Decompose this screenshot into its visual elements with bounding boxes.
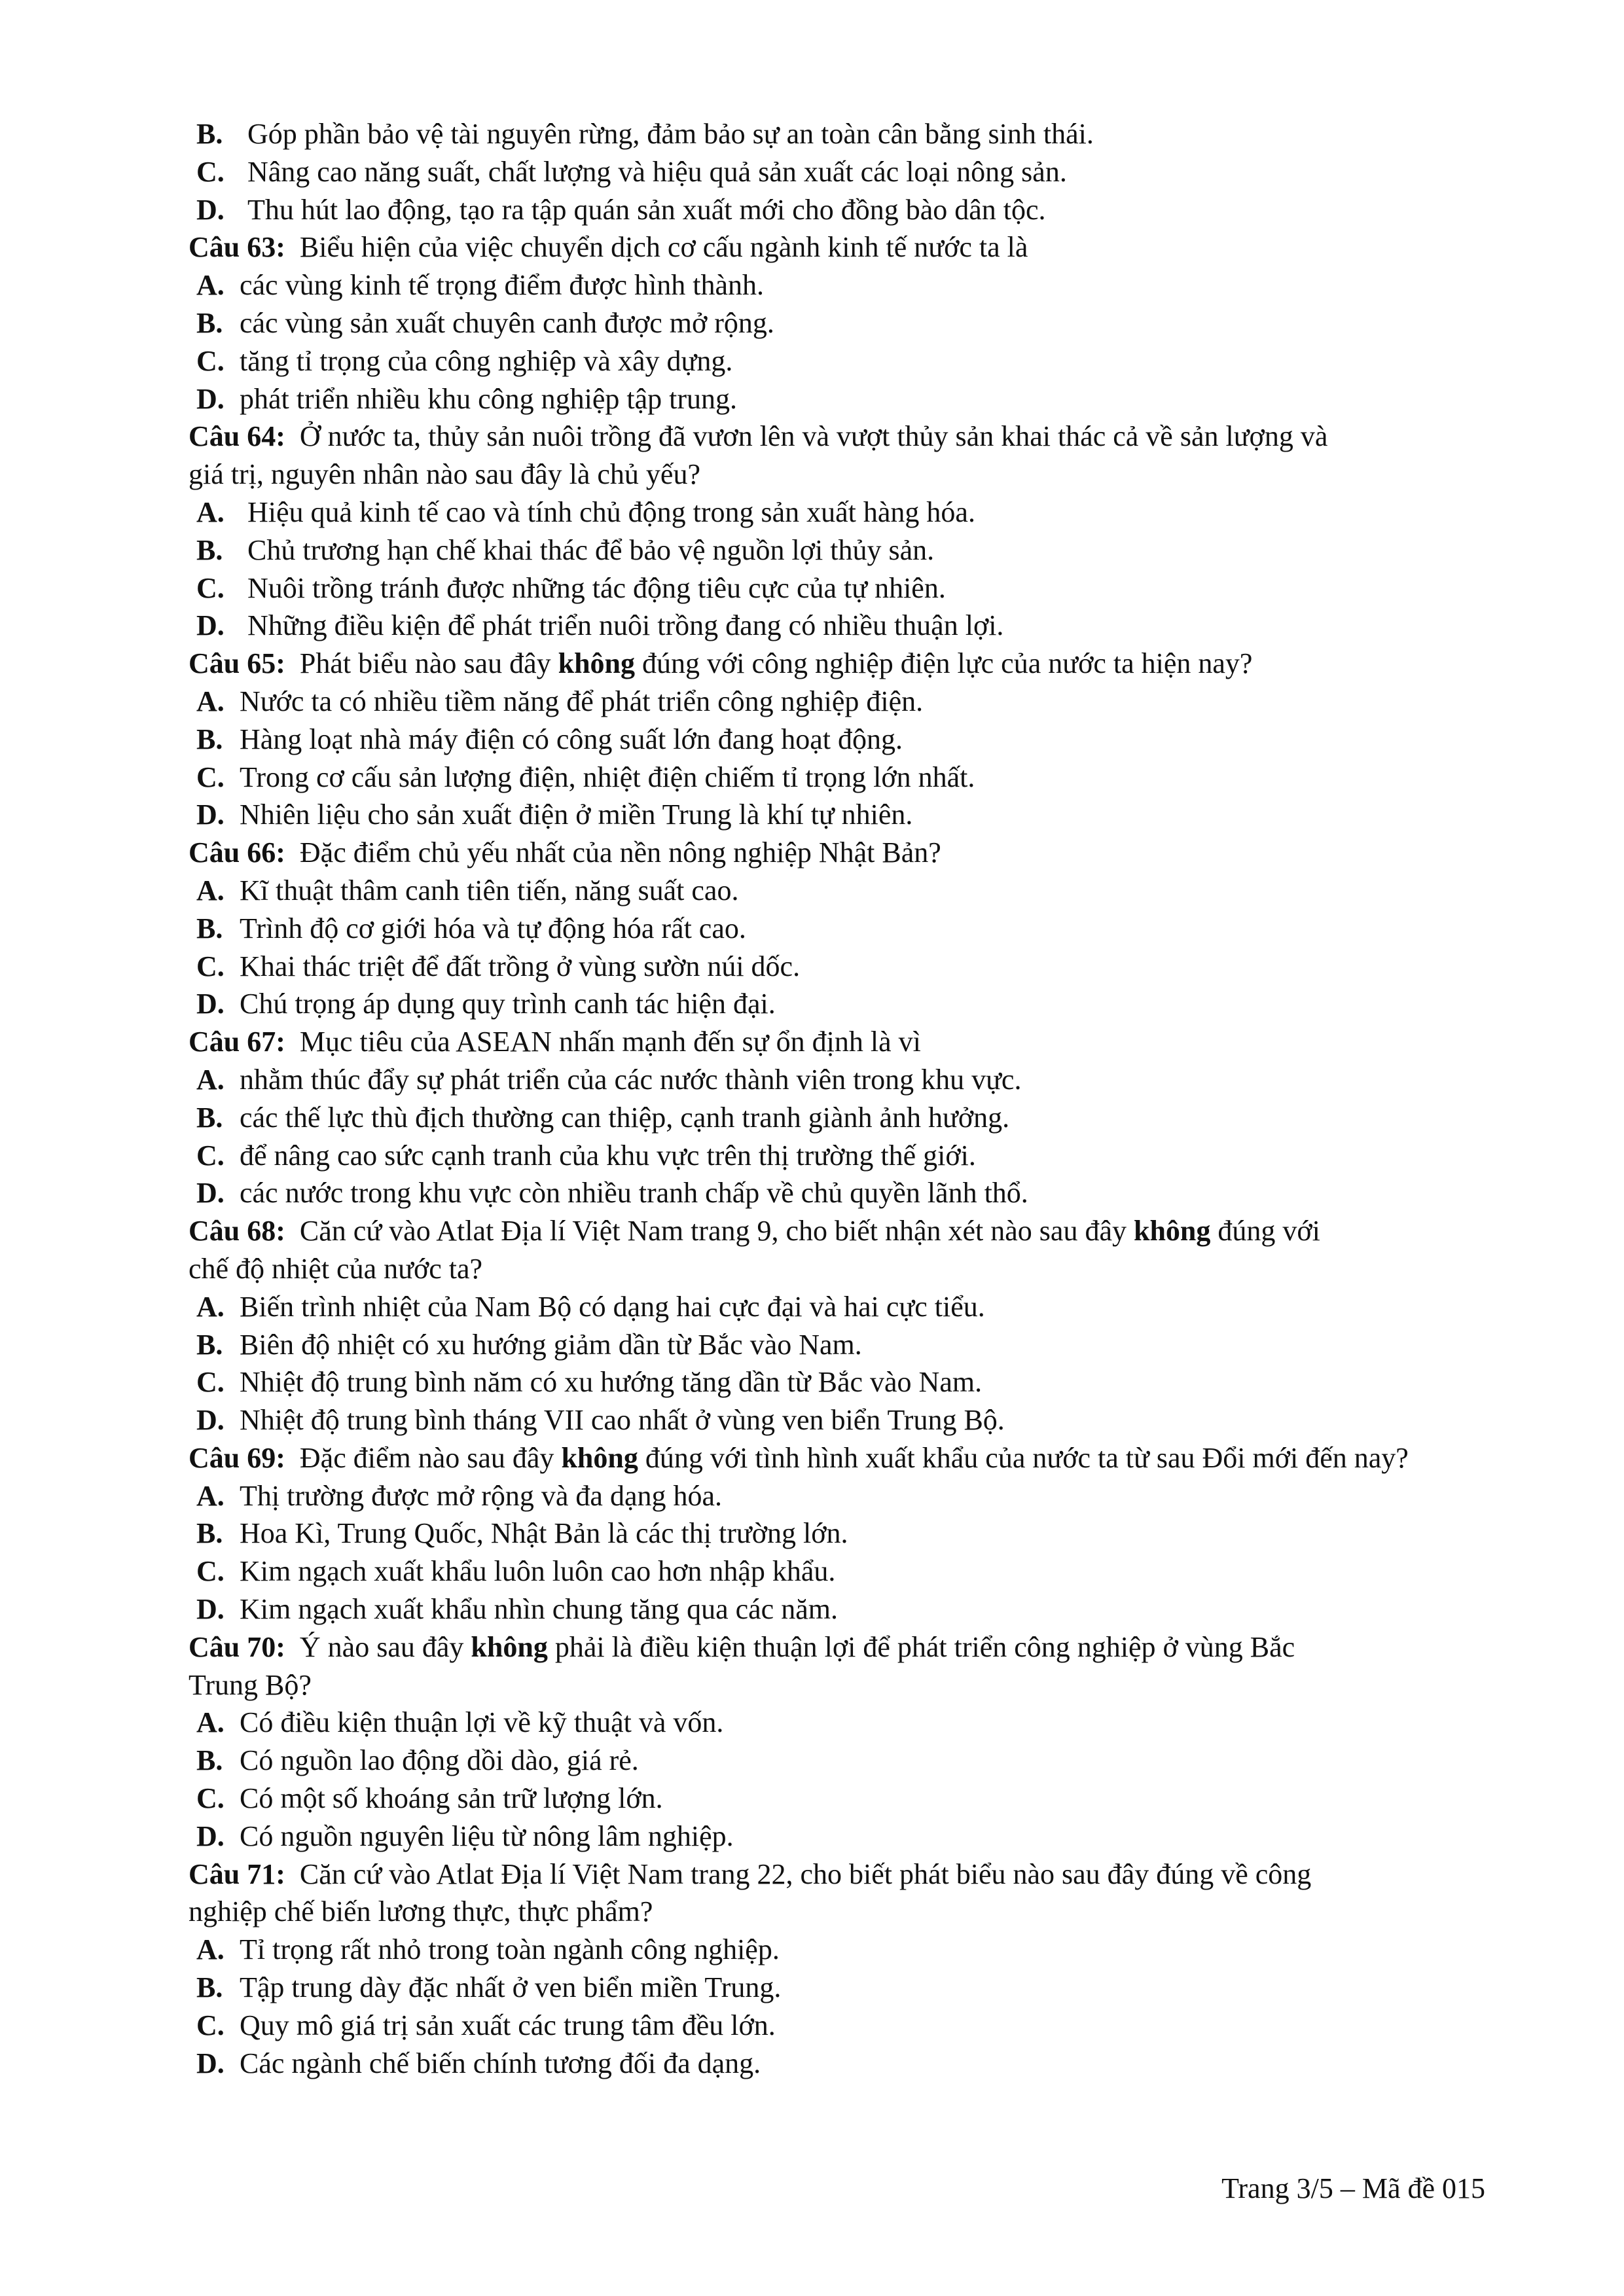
option-b: B. Chủ trương hạn chế khai thác để bảo vệ nguồn lợi thủy sản. bbox=[196, 533, 935, 566]
question-70: Câu 70: Ý nào sau đây không phải là điều kiện thuận lợi để phát triển công nghiệp ở vùng Bắc bbox=[189, 1630, 1295, 1663]
question-71: Câu 71: Căn cứ vào Atlat Địa lí Việt Nam trang 22, cho biết phát biểu nào sau đây đúng về công bbox=[189, 1857, 1312, 1890]
question-67: Câu 67: Mục tiêu của ASEAN nhấn mạnh đến sự ổn định là vì bbox=[189, 1026, 921, 1058]
option-c: C. để nâng cao sức cạnh tranh của khu vực trên thị trường thế giới. bbox=[196, 1139, 976, 1172]
option-c: C. Có một số khoáng sản trữ lượng lớn. bbox=[196, 1782, 663, 1815]
question-64: Câu 64: Ở nước ta, thủy sản nuôi trồng đã vươn lên và vượt thủy sản khai thác cả về sản lượng và bbox=[189, 420, 1328, 453]
option-b: B. Hàng loạt nhà máy điện có công suất lớn đang hoạt động. bbox=[196, 723, 903, 755]
option-b: B. Góp phần bảo vệ tài nguyên rừng, đảm bảo sự an toàn cân bằng sinh thái. bbox=[196, 118, 1094, 150]
option-a: A. Có điều kiện thuận lợi về kỹ thuật và vốn. bbox=[196, 1706, 724, 1739]
question-68: Câu 68: Căn cứ vào Atlat Địa lí Việt Nam trang 9, cho biết nhận xét nào sau đây không đúng với bbox=[189, 1215, 1320, 1247]
option-a: A. Biến trình nhiệt của Nam Bộ có dạng hai cực đại và hai cực tiểu. bbox=[196, 1290, 985, 1323]
option-d: D. Nhiên liệu cho sản xuất điện ở miền Trung là khí tự nhiên. bbox=[196, 798, 913, 831]
question-65: Câu 65: Phát biểu nào sau đây không đúng với công nghiệp điện lực của nước ta hiện nay? bbox=[189, 647, 1253, 680]
option-b: B. Hoa Kì, Trung Quốc, Nhật Bản là các thị trường lớn. bbox=[196, 1517, 848, 1550]
option-d: D. Những điều kiện để phát triển nuôi trồng đang có nhiều thuận lợi. bbox=[196, 609, 1004, 642]
option-c: C. Nâng cao năng suất, chất lượng và hiệu quả sản xuất các loại nông sản. bbox=[196, 155, 1067, 188]
option-d: D. Chú trọng áp dụng quy trình canh tác hiện đại. bbox=[196, 988, 776, 1020]
keyword-khong: không bbox=[1133, 1215, 1211, 1247]
option-a: A. các vùng kinh tế trọng điểm được hình thành. bbox=[196, 269, 765, 302]
option-a: A. Thị trường được mở rộng và đa dạng hóa. bbox=[196, 1479, 722, 1512]
option-a: A. nhằm thúc đẩy sự phát triển của các nước thành viên trong khu vực. bbox=[196, 1063, 1022, 1096]
option-c: C. Trong cơ cấu sản lượng điện, nhiệt điện chiếm tỉ trọng lớn nhất. bbox=[196, 761, 975, 793]
option-b: B. Có nguồn lao động dồi dào, giá rẻ. bbox=[196, 1744, 639, 1777]
option-d: D. Các ngành chế biến chính tương đối đa dạng. bbox=[196, 2047, 761, 2079]
keyword-khong: không bbox=[471, 1630, 548, 1663]
question-68-continued: chế độ nhiệt của nước ta? bbox=[189, 1252, 483, 1285]
keyword-khong: không bbox=[561, 1441, 638, 1474]
option-a: A. Kĩ thuật thâm canh tiên tiến, năng suất cao. bbox=[196, 874, 739, 906]
question-71-continued: nghiệp chế biến lương thực, thực phẩm? bbox=[189, 1895, 653, 1928]
question-66: Câu 66: Đặc điểm chủ yếu nhất của nền nông nghiệp Nhật Bản? bbox=[189, 836, 941, 869]
question-63: Câu 63: Biểu hiện của việc chuyển dịch cơ cấu ngành kinh tế nước ta là bbox=[189, 231, 1028, 264]
option-c: C. Nhiệt độ trung bình năm có xu hướng tăng dần từ Bắc vào Nam. bbox=[196, 1366, 983, 1399]
option-d: D. Có nguồn nguyên liệu từ nông lâm nghiệp. bbox=[196, 1820, 734, 1852]
option-d: D. Nhiệt độ trung bình tháng VII cao nhất ở vùng ven biển Trung Bộ. bbox=[196, 1404, 1005, 1437]
keyword-khong: không bbox=[558, 647, 636, 680]
option-c: C. Khai thác triệt để đất trồng ở vùng sườn núi dốc. bbox=[196, 950, 801, 982]
option-c: C. Nuôi trồng tránh được những tác động tiêu cực của tự nhiên. bbox=[196, 571, 946, 604]
option-d: D. các nước trong khu vực còn nhiều tranh chấp về chủ quyền lãnh thổ. bbox=[196, 1177, 1028, 1210]
option-b: B. Trình độ cơ giới hóa và tự động hóa rất cao. bbox=[196, 912, 746, 944]
page-footer: Trang 3/5 – Mã đề 015 bbox=[1221, 2172, 1485, 2204]
option-d: D. Kim ngạch xuất khẩu nhìn chung tăng qua các năm. bbox=[196, 1593, 838, 1626]
exam-page-content bbox=[189, 115, 1491, 2082]
question-69: Câu 69: Đặc điểm nào sau đây không đúng với tình hình xuất khẩu của nước ta từ sau Đổi mới đến nay? bbox=[189, 1441, 1409, 1474]
option-c: C. Quy mô giá trị sản xuất các trung tâm đều lớn. bbox=[196, 2009, 776, 2041]
option-b: B. Biên độ nhiệt có xu hướng giảm dần từ Bắc vào Nam. bbox=[196, 1328, 862, 1361]
option-c: C. Kim ngạch xuất khẩu luôn luôn cao hơn nhập khẩu. bbox=[196, 1555, 836, 1588]
option-d: D. Thu hút lao động, tạo ra tập quán sản xuất mới cho đồng bào dân tộc. bbox=[196, 193, 1046, 226]
option-d: D. phát triển nhiều khu công nghiệp tập trung. bbox=[196, 382, 738, 415]
option-a: A. Tỉ trọng rất nhỏ trong toàn ngành công nghiệp. bbox=[196, 1933, 780, 1966]
question-64-continued: giá trị, nguyên nhân nào sau đây là chủ yếu? bbox=[189, 458, 700, 491]
option-b: B. các thế lực thù địch thường can thiệp, cạnh tranh giành ảnh hưởng. bbox=[196, 1101, 1010, 1134]
question-70-continued: Trung Bộ? bbox=[189, 1668, 312, 1701]
option-b: B. Tập trung dày đặc nhất ở ven biển miền Trung. bbox=[196, 1971, 782, 2004]
option-a: A. Hiệu quả kinh tế cao và tính chủ động trong sản xuất hàng hóa. bbox=[196, 495, 975, 528]
option-a: A. Nước ta có nhiều tiềm năng để phát triển công nghiệp điện. bbox=[196, 685, 924, 717]
option-c: C. tăng tỉ trọng của công nghiệp và xây dựng. bbox=[196, 344, 733, 377]
option-b: B. các vùng sản xuất chuyên canh được mở rộng. bbox=[196, 306, 774, 339]
